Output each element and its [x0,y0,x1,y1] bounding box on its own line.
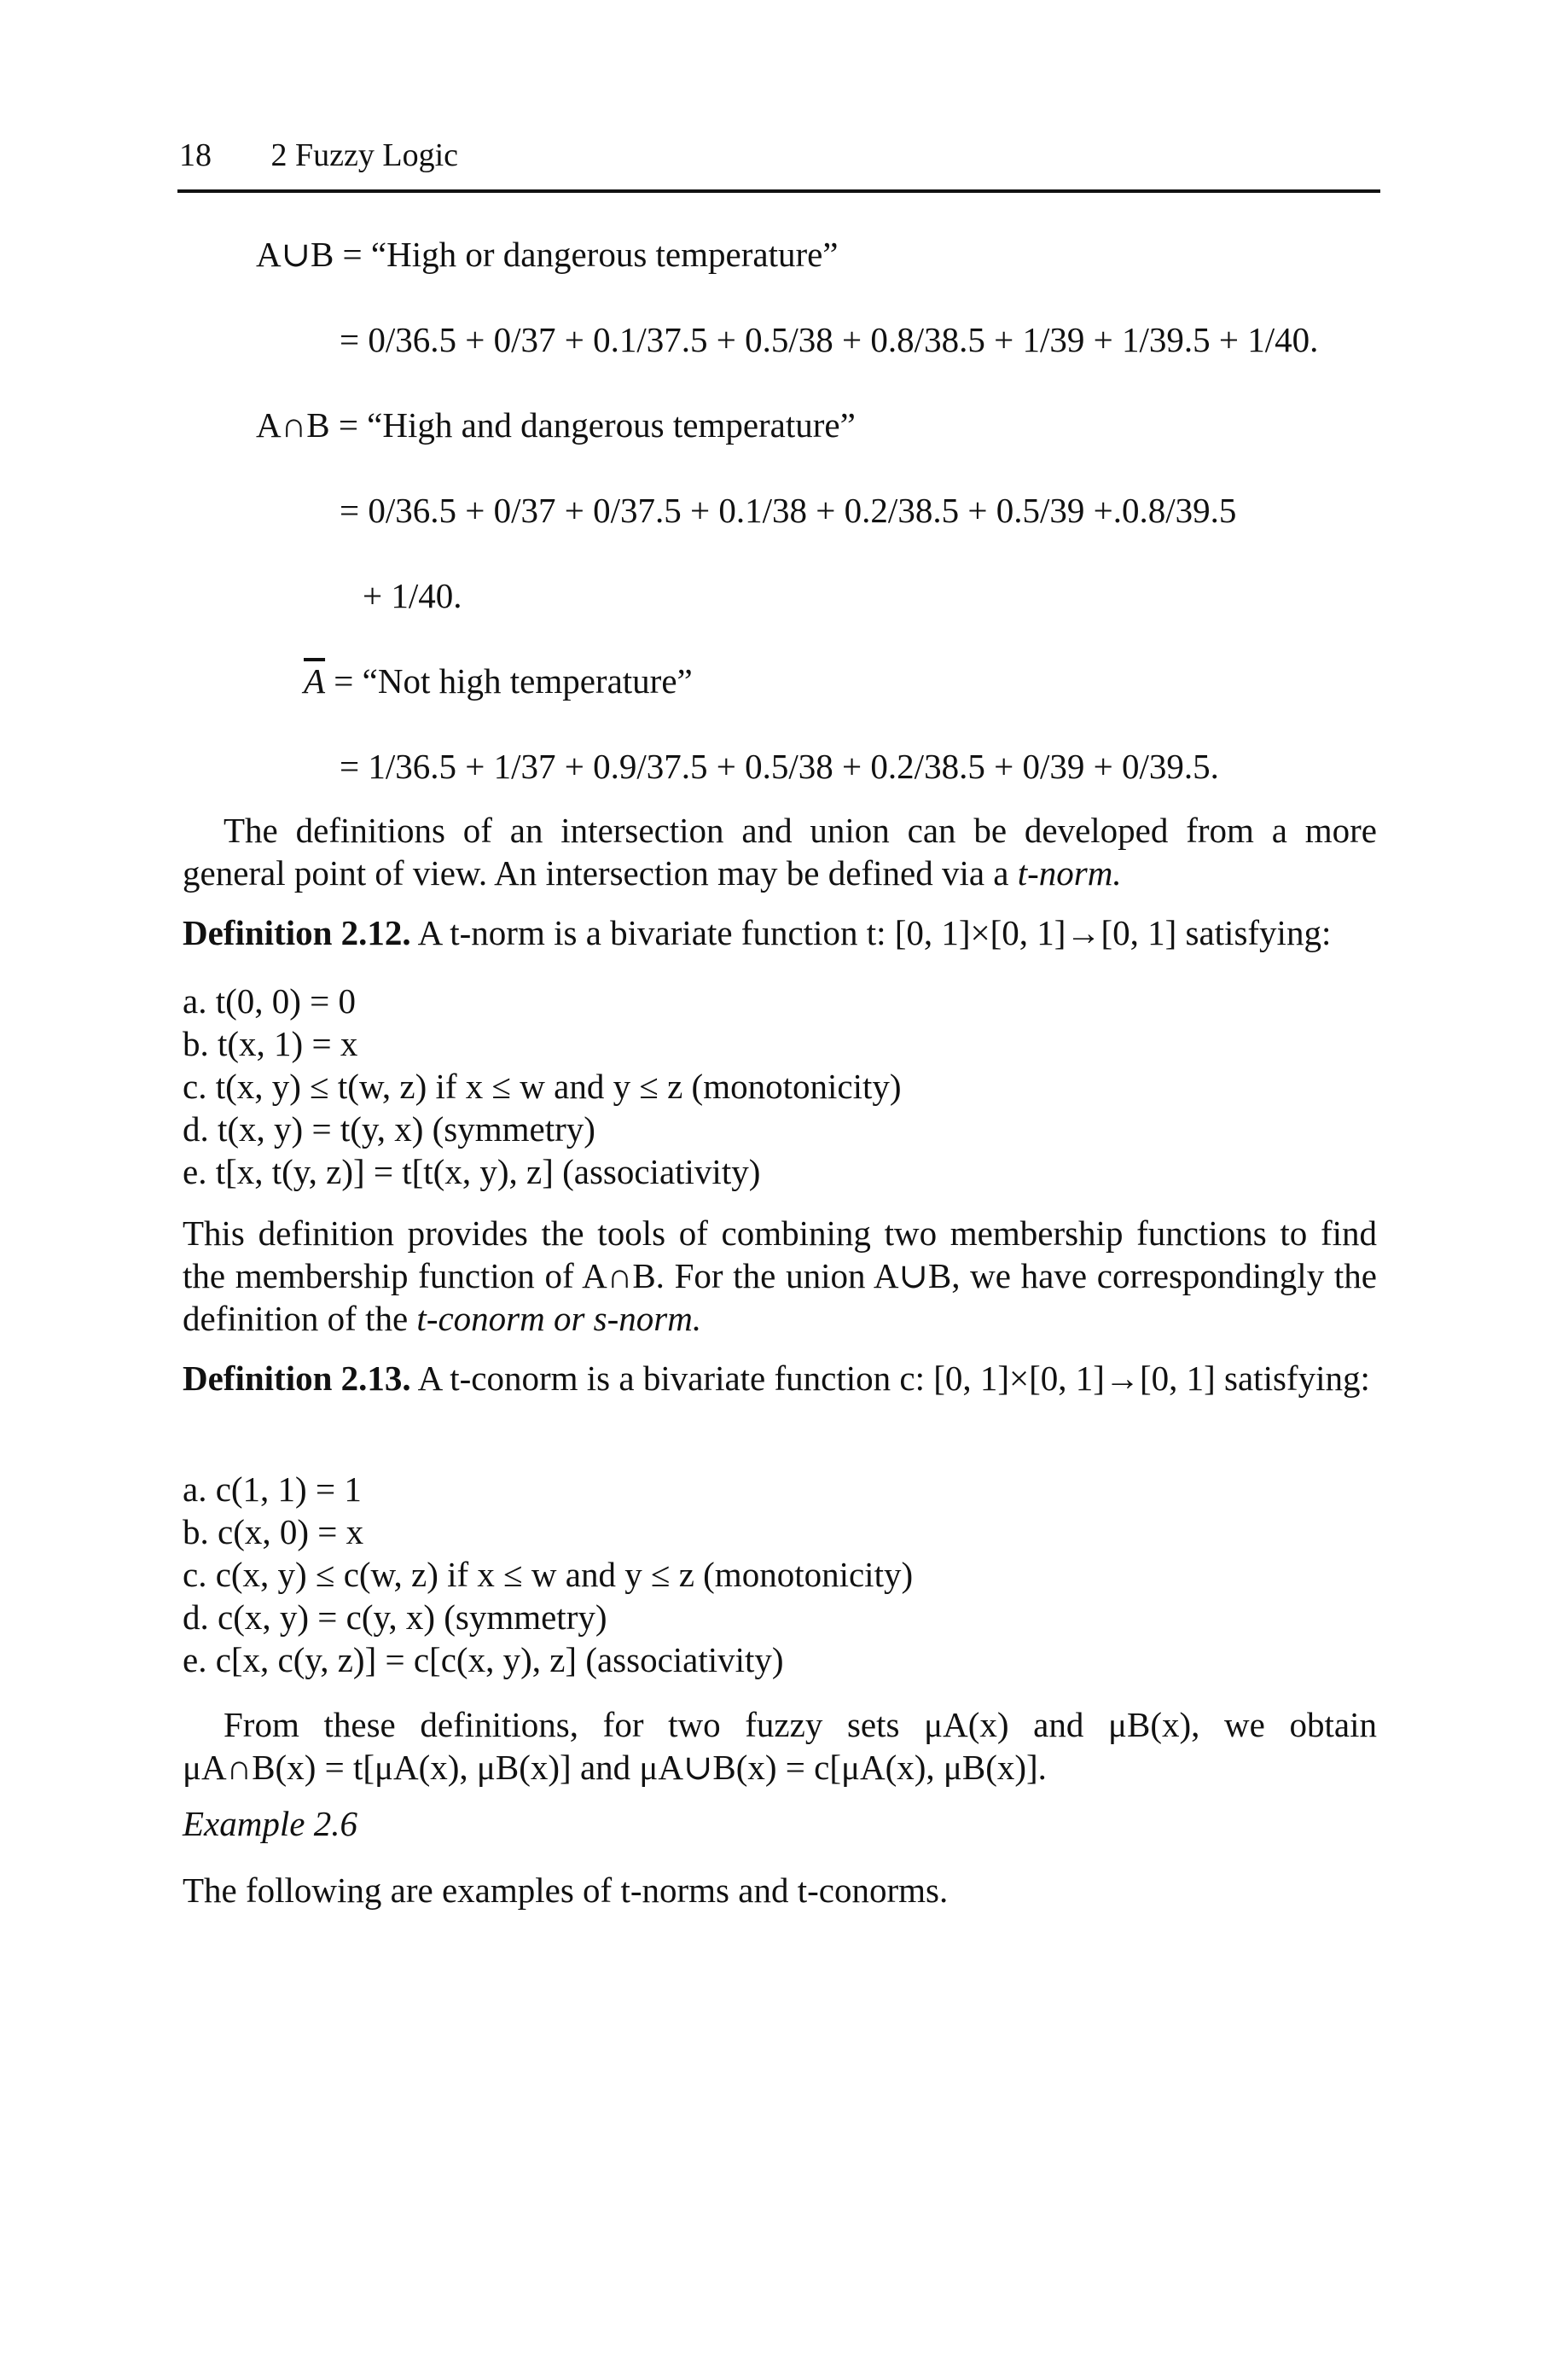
from-definitions-paragraph [183,1703,1377,1789]
header-rule [177,189,1380,193]
intro-paragraph [183,809,1377,894]
definition-2-13 [183,1357,1377,1399]
list-item: b. c(x, 0) = x [183,1512,364,1551]
list-item: e. t[x, t(y, z)] = t[t(x, y), z] (associativity) [183,1152,761,1191]
chapter-title: 2 Fuzzy Logic [270,137,459,173]
complement-text: = “Not high temperature” [334,661,693,701]
example-heading [183,1802,1377,1845]
list-item: b. t(x, 1) = x [183,1024,358,1063]
page-number: 18 [179,137,212,173]
list-item: a. c(1, 1) = 1 [183,1469,362,1509]
list-item: d. t(x, y) = t(y, x) (symmetry) [183,1109,595,1149]
example-paragraph [183,1869,1377,1911]
definition-2-12 [183,911,1377,954]
intro-term: t-norm. [1017,853,1122,893]
after-tnorm-text: This definition provides the tools of combining two membership functions to find the membership function of A∩B. For the union A∪B, we have correspondingly the definition of the [183,1213,1377,1338]
complement-label [304,661,693,701]
union-value: = 0/36.5 + 0/37 + 0.1/37.5 + 0.5/38 + 0.8/38.5 + 1/39 + 1/39.5 + 1/40. [340,320,1319,359]
union-label: A∪B = “High or dangerous temperature” [256,235,839,274]
after-tnorm-paragraph [183,1212,1377,1340]
from-definitions-line1: From these definitions, for two fuzzy sets μA(x) and μB(x), we obtain [224,1705,1377,1744]
complement-symbol: $\overline{A}$ [304,661,326,701]
complement-value: = 1/36.5 + 1/37 + 0.9/37.5 + 0.5/38 + 0.2/38.5 + 0/39 + 0/39.5. [340,747,1219,786]
example-title: Example 2.6 [183,1804,357,1843]
running-header [179,137,458,174]
list-item: a. t(0, 0) = 0 [183,981,357,1021]
intersection-label: A∩B = “High and dangerous temperature” [256,405,856,445]
list-item: e. c[x, c(y, z)] = c[c(x, y), z] (associativity) [183,1640,784,1679]
list-item: d. c(x, y) = c(y, x) (symmetry) [183,1597,607,1637]
definition-2-12-title: Definition 2.12. [183,913,411,952]
after-tnorm-terms: t-conorm or s-norm. [416,1299,702,1338]
from-definitions-line2: μA∩B(x) = t[μA(x), μB(x)] and μA∪B(x) = c[μA(x), μB(x)]. [183,1748,1047,1787]
intro-text: The definitions of an intersection and union can be developed from a more general point of view. An intersection may be defined via a [183,811,1377,893]
list-item: c. t(x, y) ≤ t(w, z) if x ≤ w and y ≤ z (monotonicity) [183,1067,902,1106]
tconorm-axioms [183,1468,913,1681]
example-text: The following are examples of t-norms and t-conorms. [183,1871,949,1910]
intersection-value-line1: = 0/36.5 + 0/37 + 0/37.5 + 0.1/38 + 0.2/38.5 + 0.5/39 +.0.8/39.5 [340,491,1237,530]
definition-2-12-text: A t-norm is a bivariate function t: [0, 1]×[0, 1]→[0, 1] satisfying: [417,913,1332,952]
definition-2-13-title: Definition 2.13. [183,1359,411,1398]
tnorm-axioms [183,980,902,1193]
definition-2-13-text: A t-conorm is a bivariate function c: [0, 1]×[0, 1]→[0, 1] satisfying: [417,1359,1370,1398]
intersection-value-line2: + 1/40. [363,576,462,615]
list-item: c. c(x, y) ≤ c(w, z) if x ≤ w and y ≤ z (monotonicity) [183,1555,914,1594]
